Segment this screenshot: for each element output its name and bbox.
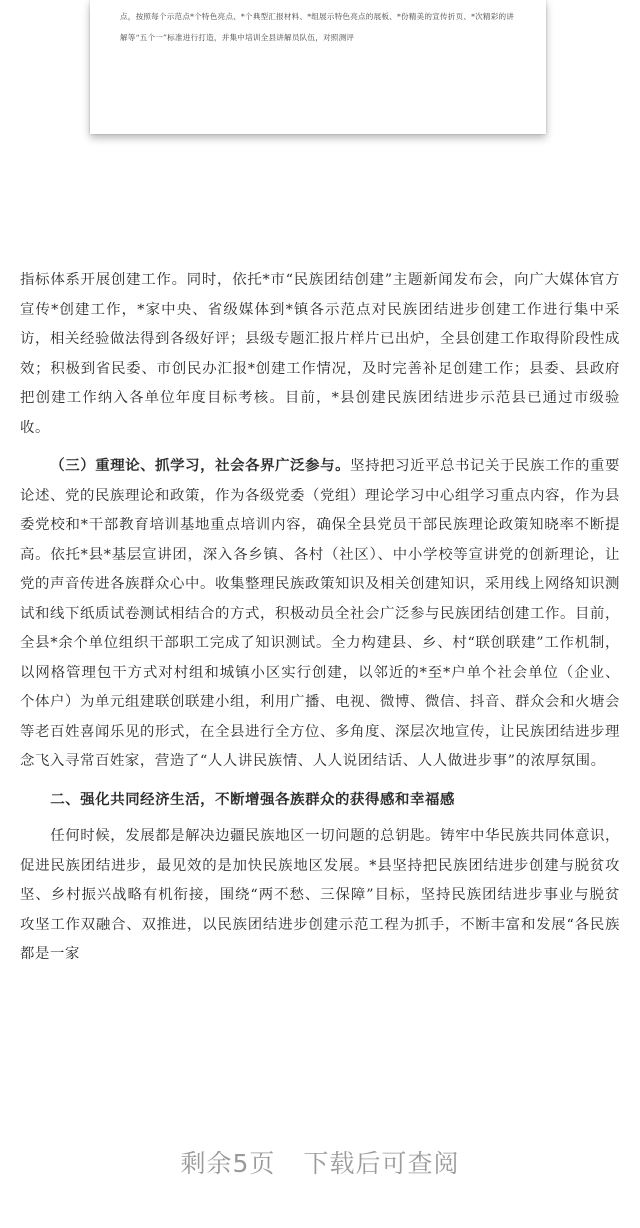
document-body xyxy=(20,266,620,970)
paragraph-continuation: 指标体系开展创建工作。同时，依托*市“民族团结创建”主题新闻发布会，向广大媒体官方宣传*创建工作，*家中央、省级媒体到*镇各示范点对民族团结进步创建工作进行集中采访，相关经验做法得到各级好评；县级专题汇报片样片已出炉，全县创建工作取得阶段性成效；积极到省民委、市创民办汇报*创建工作情况，及时完善补足创建工作；县委、县政府把创建工作纳入各单位年度目标考核。目前，*县创建民族团结进步示范县已通过市级验收。 xyxy=(20,272,620,436)
paragraph-lead-heading: （三）重理论、抓学习，社会各界广泛参与。 xyxy=(50,457,351,474)
previous-page-preview xyxy=(90,0,546,134)
remaining-pages-label: 剩余5页 xyxy=(180,1149,276,1178)
download-to-view-label: 下载后可查阅 xyxy=(303,1149,460,1178)
preview-snippet: 点，按照每个示范点*个特色亮点、*个典型汇报材料、*组展示特色亮点的展板、*份精美的宣传折页、*次精彩的讲解等“五个一”标准进行打造，并集中培训全县讲解员队伍，对照测评 xyxy=(120,12,515,42)
remaining-pages-banner[interactable] xyxy=(0,1144,640,1180)
section-heading-2: 二、强化共同经济生活，不断增强各族群众的获得感和幸福感 xyxy=(50,790,455,808)
paragraph-body: 坚持把习近平总书记关于民族工作的重要论述、党的民族理论和政策，作为各级党委（党组）理论学习中心组学习重点内容，作为县委党校和*干部教育培训基地重点培训内容，确保全县党员干部民族理论政策知晓率不断提高。依托*县*基层宣讲团，深入各乡镇、各村（社区）、中小学校等宣讲党的创新理论，让党的声音传进各族群众心中。收集整理民族政策知识及相关创建知识，采用线上网络知识测试和线下纸质试卷测试相结合的方式，积极动员全社会广泛参与民族团结创建工作。目前，全县*余个单位组织干部职工完成了知识测试。全力构建县、乡、村“联创联建”工作机制，以网格管理包干方式对村组和城镇小区实行创建，以邻近的*至*户单个社会单位（企业、个体户）为单元组建联创联建小组，利用广播、电视、微博、微信、抖音、群众会和火塘会等老百姓喜闻乐见的形式，在全县进行全方位、多角度、深层次地宣传，让民族团结进步理念飞入寻常百姓家，营造了“人人讲民族情、人人说团结话、人人做进步事”的浓厚氛围。 xyxy=(20,458,620,769)
paragraph-economic-development: 任何时候，发展都是解决边疆民族地区一切问题的总钥匙。铸牢中华民族共同体意识，促进民族团结进步，最见效的是加快民族地区发展。*县坚持把民族团结进步创建与脱贫攻坚、乡村振兴战略有机衔接，围绕“两不愁、三保障”目标，坚持民族团结进步事业与脱贫攻坚工作双融合、双推进，以民族团结进步创建示范工程为抓手，不断丰富和发展“各民族都是一家 xyxy=(20,828,620,962)
paragraph-theory-study xyxy=(20,451,620,777)
